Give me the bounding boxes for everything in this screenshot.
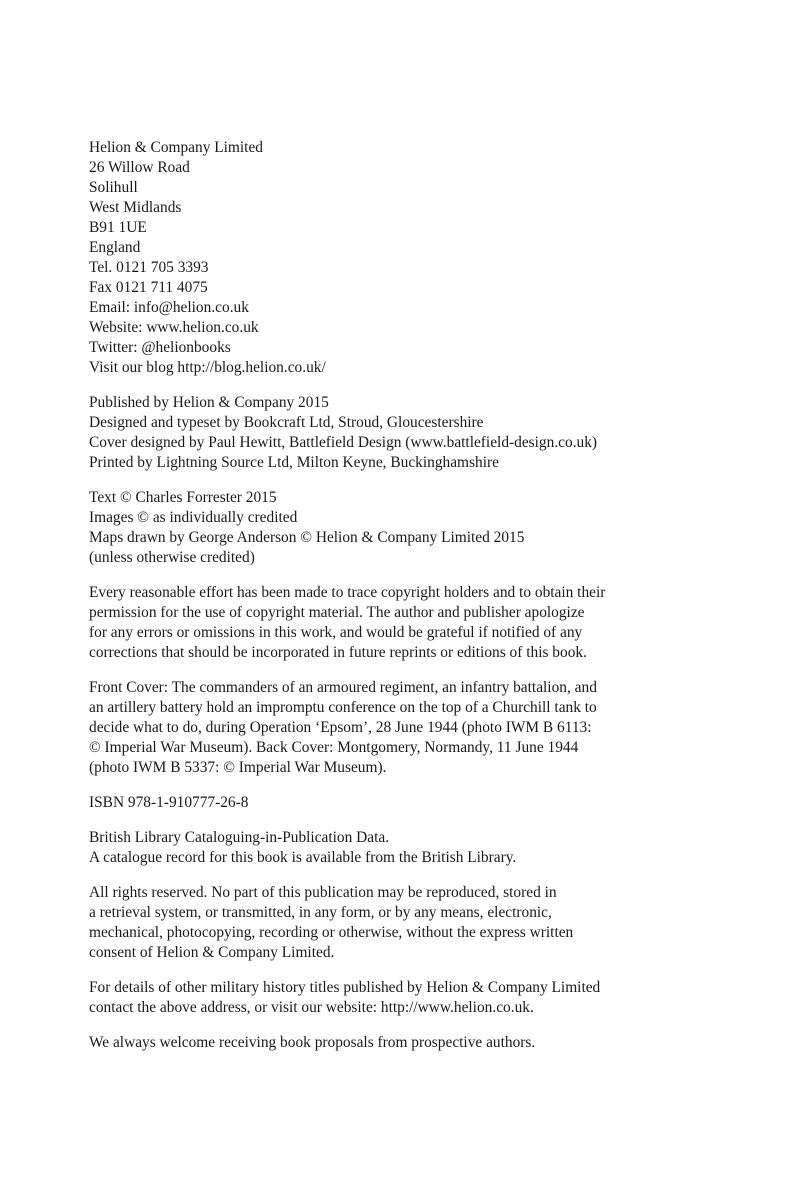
paragraph-line: consent of Helion & Company Limited. (89, 944, 335, 961)
address-line: Helion & Company Limited (89, 139, 263, 156)
paragraph-line: permission for the use of copyright material. The author and publisher apologize (89, 604, 585, 621)
copyright-line: Images © as individually credited (89, 509, 298, 526)
paragraph-line: corrections that should be incorporated in future reprints or editions of this book. (89, 644, 587, 661)
credit-line: Printed by Lightning Source Ltd, Milton Keyne, Buckinghamshire (89, 454, 499, 471)
paragraph-line: For details of other military history titles published by Helion & Company Limited (89, 979, 601, 996)
paragraph-line: Every reasonable effort has been made to trace copyright holders and to obtain their (89, 584, 606, 601)
publisher-address (89, 138, 769, 378)
address-line: West Midlands (89, 199, 182, 216)
paragraph-line: for any errors or omissions in this work, and would be grateful if notified of any (89, 624, 583, 641)
paragraph-line: an artillery battery hold an impromptu conference on the top of a Churchill tank to (89, 699, 597, 716)
paragraph-line: Front Cover: The commanders of an armoured regiment, an infantry battalion, and (89, 679, 597, 696)
address-line: Solihull (89, 179, 138, 196)
paragraph-line: a retrieval system, or transmitted, in any form, or by any means, electronic, (89, 904, 552, 921)
proposals (89, 1033, 769, 1053)
more-titles (89, 978, 769, 1018)
rights-reserved (89, 883, 769, 963)
website-line: Website: www.helion.co.uk (89, 319, 259, 336)
twitter-line: Twitter: @helionbooks (89, 339, 231, 356)
paragraph-line: British Library Cataloguing-in-Publication Data. (89, 829, 390, 846)
copyright-line: Maps drawn by George Anderson © Helion & Company Limited 2015 (89, 529, 525, 546)
production-credits (89, 393, 769, 473)
phone-line: Tel. 0121 705 3393 (89, 259, 209, 276)
paragraph-line: (photo IWM B 5337: © Imperial War Museum). (89, 759, 387, 776)
isbn-line: ISBN 978-1-910777-26-8 (89, 794, 249, 811)
paragraph-line: decide what to do, during Operation ‘Epsom’, 28 June 1944 (photo IWM B 6113: (89, 719, 592, 736)
email-line: Email: info@helion.co.uk (89, 299, 249, 316)
effort-statement (89, 583, 769, 663)
paragraph-line: All rights reserved. No part of this publication may be reproduced, stored in (89, 884, 557, 901)
copyright-notices (89, 488, 769, 568)
cover-credits (89, 678, 769, 778)
address-line: 26 Willow Road (89, 159, 190, 176)
paragraph-line: mechanical, photocopying, recording or otherwise, without the express written (89, 924, 574, 941)
copyright-line: Text © Charles Forrester 2015 (89, 489, 277, 506)
paragraph-line: We always welcome receiving book proposals from prospective authors. (89, 1034, 536, 1051)
fax-line: Fax 0121 711 4075 (89, 279, 208, 296)
credit-line: Published by Helion & Company 2015 (89, 394, 329, 411)
cataloguing-data (89, 828, 769, 868)
copyright-page (89, 138, 769, 1068)
paragraph-line: contact the above address, or visit our website: http://www.helion.co.uk. (89, 999, 534, 1016)
address-line: B91 1UE (89, 219, 147, 236)
copyright-line: (unless otherwise credited) (89, 549, 255, 566)
paragraph-line: © Imperial War Museum). Back Cover: Montgomery, Normandy, 11 June 1944 (89, 739, 579, 756)
address-line: England (89, 239, 141, 256)
credit-line: Cover designed by Paul Hewitt, Battlefield Design (www.battlefield-design.co.uk) (89, 434, 598, 451)
credit-line: Designed and typeset by Bookcraft Ltd, Stroud, Gloucestershire (89, 414, 484, 431)
blog-line: Visit our blog http://blog.helion.co.uk/ (89, 359, 326, 376)
isbn (89, 793, 769, 813)
paragraph-line: A catalogue record for this book is available from the British Library. (89, 849, 517, 866)
